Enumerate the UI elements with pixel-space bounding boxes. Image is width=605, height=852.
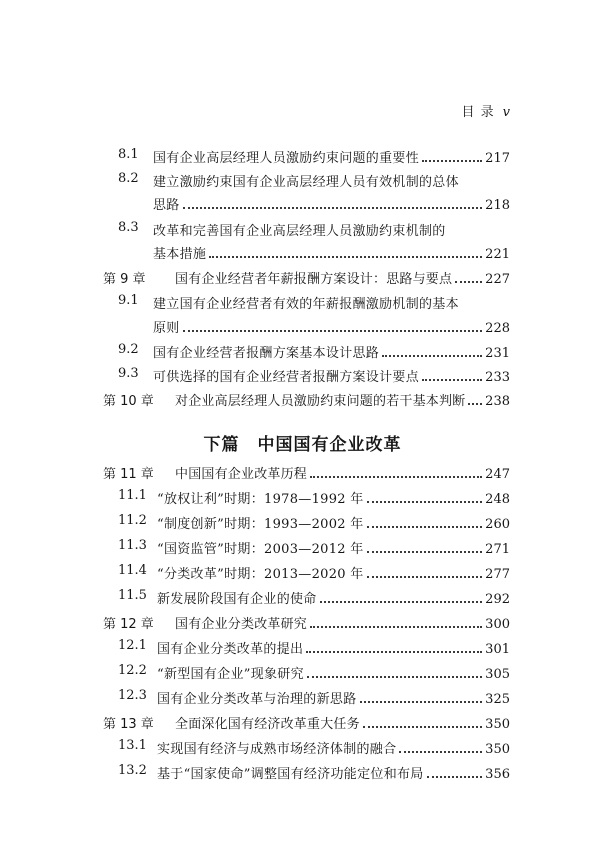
toc-line — [157, 513, 510, 532]
dot-leader — [382, 354, 482, 357]
entry-title: 原则 — [153, 321, 180, 336]
toc-line — [153, 317, 510, 336]
toc-entry[interactable] — [0, 463, 605, 483]
entry-title: “国资监管”时期：2003—2012 年 — [157, 542, 364, 557]
toc-entry[interactable] — [0, 171, 605, 215]
dot-leader — [360, 700, 483, 703]
page-number: 218 — [485, 198, 510, 213]
dot-leader — [310, 625, 482, 628]
toc-line — [157, 688, 510, 707]
dot-leader — [310, 475, 482, 478]
chapter-number: 第 13 章 — [103, 717, 154, 732]
page-number: 233 — [485, 370, 510, 385]
toc-line — [157, 738, 510, 757]
section-number: 11.5 — [118, 588, 147, 603]
page-number: 292 — [485, 592, 510, 607]
page-number: 247 — [485, 467, 510, 482]
dot-leader — [399, 750, 482, 753]
entry-title: 思路 — [153, 198, 180, 213]
page-number: 325 — [485, 692, 510, 707]
section-number: 11.3 — [118, 538, 147, 553]
toc-entry[interactable] — [0, 147, 605, 167]
dot-leader — [468, 402, 482, 405]
toc-line — [157, 538, 510, 557]
page-number: 271 — [485, 542, 510, 557]
toc-entry[interactable] — [0, 763, 605, 783]
chapter-number: 第 10 章 — [103, 394, 154, 409]
toc-entry[interactable] — [0, 588, 605, 608]
page-number: 300 — [485, 617, 510, 632]
entry-title: “分类改革”时期：2013—2020 年 — [157, 567, 364, 582]
toc-line — [153, 220, 510, 239]
dot-leader — [307, 675, 482, 678]
chapter-number: 第 12 章 — [103, 617, 154, 632]
toc-line — [153, 171, 510, 190]
section-number: 9.2 — [118, 342, 139, 357]
toc-line — [157, 588, 510, 607]
page-number: 356 — [485, 767, 510, 782]
entry-title: 国有企业经营者报酬方案基本设计思路 — [153, 346, 380, 361]
page-number: 260 — [485, 517, 510, 532]
section-number: 8.1 — [118, 147, 139, 162]
entry-title: 建立激励约束国有企业高层经理人员有效机制的总体 — [153, 175, 459, 190]
toc-line — [175, 390, 510, 409]
entry-title: “放权让利”时期：1978—1992 年 — [157, 492, 364, 507]
section-number: 8.2 — [118, 171, 139, 186]
section-number: 11.1 — [118, 488, 147, 503]
toc-line — [175, 463, 510, 482]
entry-title: “制度创新”时期：1993—2002 年 — [157, 517, 364, 532]
toc-line — [157, 563, 510, 582]
section-number: 12.1 — [118, 638, 147, 653]
page-number: 238 — [485, 394, 510, 409]
toc-line — [175, 613, 510, 632]
section-number: 8.3 — [118, 220, 139, 235]
toc-entry[interactable] — [0, 488, 605, 508]
page-number: 350 — [485, 742, 510, 757]
dot-leader — [422, 378, 482, 381]
toc-entry[interactable] — [0, 268, 605, 288]
dot-leader — [320, 600, 483, 603]
toc-line — [157, 638, 510, 657]
entry-title: 国有企业经营者年薪报酬方案设计：思路与要点 — [175, 272, 453, 287]
toc-entry[interactable] — [0, 613, 605, 633]
dot-leader — [209, 255, 482, 258]
toc-entry[interactable] — [0, 563, 605, 583]
page-number: 248 — [485, 492, 510, 507]
page-number: 231 — [485, 346, 510, 361]
page-number: 277 — [485, 567, 510, 582]
section-number: 13.1 — [118, 738, 147, 753]
page-number: 217 — [485, 151, 510, 166]
dot-leader — [183, 329, 483, 332]
toc-line — [157, 763, 510, 782]
dot-leader — [422, 159, 482, 162]
dot-leader — [455, 280, 482, 283]
entry-title: 新发展阶段国有企业的使命 — [157, 592, 317, 607]
page-number: 350 — [485, 717, 510, 732]
entry-title: 对企业高层经理人员激励约束问题的若干基本判断 — [175, 394, 466, 409]
page-number: 227 — [485, 272, 510, 287]
toc-line — [157, 488, 510, 507]
part-heading — [0, 430, 605, 455]
dot-leader — [367, 525, 483, 528]
toc-line — [153, 194, 510, 213]
toc-line — [153, 366, 510, 385]
section-number: 12.3 — [118, 688, 147, 703]
toc-entry[interactable] — [0, 538, 605, 558]
toc-entry[interactable] — [0, 342, 605, 362]
entry-title: 基本措施 — [153, 247, 207, 262]
dot-leader — [367, 550, 483, 553]
dot-leader — [183, 206, 483, 209]
section-number: 11.2 — [118, 513, 147, 528]
toc-line — [153, 147, 510, 166]
dot-leader — [306, 650, 482, 653]
page-number: 301 — [485, 642, 510, 657]
toc-entry[interactable] — [0, 513, 605, 533]
section-number: 12.2 — [118, 663, 147, 678]
page-folio: v — [502, 105, 511, 120]
entry-title: 国有企业分类改革的提出 — [157, 642, 304, 657]
toc-entry[interactable] — [0, 220, 605, 264]
part-title: 中国国有企业改革 — [257, 435, 402, 455]
toc-line — [153, 293, 510, 312]
page-number: 228 — [485, 321, 510, 336]
toc-entry[interactable] — [0, 738, 605, 758]
dot-leader — [363, 725, 482, 728]
section-number: 11.4 — [118, 563, 147, 578]
entry-title: 国有企业分类改革与治理的新思路 — [157, 692, 357, 707]
toc-entry[interactable] — [0, 638, 605, 658]
entry-title: “新型国有企业”现象研究 — [157, 667, 304, 682]
chapter-number: 第 11 章 — [103, 467, 154, 482]
entry-title: 国有企业高层经理人员激励约束问题的重要性 — [153, 151, 420, 166]
section-number: 9.1 — [118, 293, 139, 308]
entry-title: 中国国有企业改革历程 — [175, 467, 308, 482]
toc-line — [153, 243, 510, 262]
toc-line — [157, 663, 510, 682]
toc-entry[interactable] — [0, 713, 605, 733]
page-number: 305 — [485, 667, 510, 682]
chapter-number: 第 9 章 — [103, 272, 146, 287]
dot-leader — [367, 500, 483, 503]
header-label: 目 录 — [461, 105, 495, 120]
section-number: 13.2 — [118, 763, 147, 778]
part-label: 下篇 — [203, 435, 240, 455]
entry-title: 实现国有经济与成熟市场经济体制的融合 — [157, 742, 397, 757]
toc-entry[interactable] — [0, 390, 605, 410]
page-number: 221 — [485, 247, 510, 262]
entry-title: 全面深化国有经济改革重大任务 — [175, 717, 360, 732]
toc-entry[interactable] — [0, 663, 605, 683]
entry-title: 可供选择的国有企业经营者报酬方案设计要点 — [153, 370, 420, 385]
toc-entry[interactable] — [0, 688, 605, 708]
dot-leader — [427, 775, 483, 778]
entry-title: 改革和完善国有企业高层经理人员激励约束机制的 — [153, 224, 446, 239]
toc-line — [175, 268, 510, 287]
entry-title: 建立国有企业经营者有效的年薪报酬激励机制的基本 — [153, 297, 459, 312]
toc-entry[interactable] — [0, 366, 605, 386]
section-number: 9.3 — [118, 366, 139, 381]
entry-title: 基于“国家使命”调整国有经济功能定位和布局 — [157, 767, 424, 782]
toc-line — [175, 713, 510, 732]
entry-title: 国有企业分类改革研究 — [175, 617, 308, 632]
dot-leader — [367, 575, 483, 578]
toc-line — [153, 342, 510, 361]
toc-entry[interactable] — [0, 293, 605, 337]
